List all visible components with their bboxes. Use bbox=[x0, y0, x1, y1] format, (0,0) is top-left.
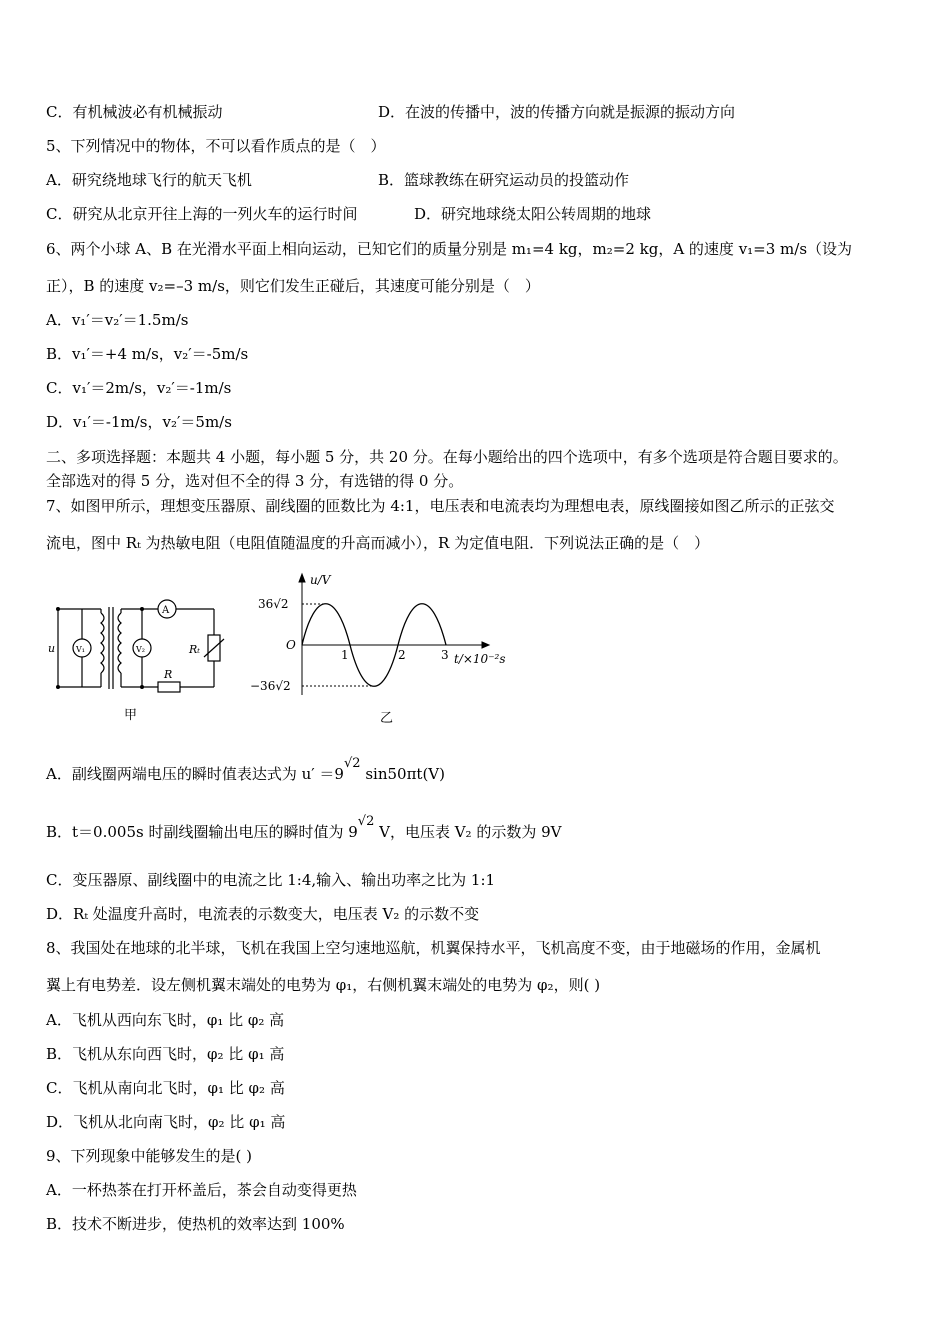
sine-graph bbox=[250, 570, 530, 730]
x-tick-3: 3 bbox=[441, 648, 449, 662]
x-axis-label: t/×10⁻²s bbox=[454, 652, 506, 666]
section2-intro-1: 二、多项选择题：本题共 4 小题，每小题 5 分，共 20 分。在每小题给出的四个选项中，有多个选项是符合题目要求的。 bbox=[46, 448, 848, 466]
u-label: u bbox=[48, 642, 56, 655]
q4-option-d: D．在波的传播中，波的传播方向就是振源的振动方向 bbox=[378, 103, 736, 121]
q9-stem: 9、下列现象中能够发生的是( ) bbox=[46, 1147, 253, 1165]
q7-stem-1: 7、如图甲所示，理想变压器原、副线圈的匝数比为 4:1，电压表和电流表均为理想电表，原线圈接如图乙所示的正弦交 bbox=[46, 497, 835, 515]
q4-option-c: C．有机械波必有机械振动 bbox=[46, 103, 223, 121]
q8-stem-1: 8、我国处在地球的北半球，飞机在我国上空匀速地巡航，机翼保持水平，飞机高度不变，由于地磁场的作用，金属机 bbox=[46, 939, 821, 957]
q5-option-b: B．篮球教练在研究运动员的投篮动作 bbox=[378, 171, 630, 189]
sqrt-icon: √2 bbox=[357, 814, 375, 829]
y-bottom-label: −36√2 bbox=[250, 679, 291, 693]
q8-stem-2: 翼上有电势差．设左侧机翼末端处的电势为 φ₁，右侧机翼末端处的电势为 φ₂，则( ) bbox=[46, 976, 601, 994]
ammeter-label: A bbox=[162, 605, 170, 616]
q6-option-b: B．v₁′＝+4 m/s，v₂′＝-5m/s bbox=[46, 345, 249, 363]
v1-label: V₁ bbox=[76, 645, 85, 654]
q6-stem-1: 6、两个小球 A、B 在光滑水平面上相向运动，已知它们的质量分别是 m₁=4 kg，m₂=2 kg，A 的速度 v₁=3 m/s（设为 bbox=[46, 240, 853, 258]
q7-option-c: C．变压器原、副线圈中的电流之比 1:4,输入、输出功率之比为 1:1 bbox=[46, 871, 496, 889]
q7-option-b-pre: B．t＝0.005s 时副线圈输出电压的瞬时值为 9 bbox=[46, 823, 358, 841]
r-label: R bbox=[164, 668, 173, 681]
q9-option-a: A．一杯热茶在打开杯盖后，茶会自动变得更热 bbox=[46, 1181, 357, 1199]
q7-option-a-post: sin50πt(V) bbox=[365, 765, 445, 783]
q7-option-a bbox=[46, 756, 445, 786]
q8-option-c: C．飞机从南向北飞时，φ₁ 比 φ₂ 高 bbox=[46, 1079, 285, 1097]
circuit-figure bbox=[46, 595, 236, 725]
q7-stem-2: 流电，图中 Rₜ 为热敏电阻（电阻值随温度的升高而减小），R 为定值电阻．下列说法正确的是（ ） bbox=[46, 534, 710, 552]
y-axis-label: u/V bbox=[310, 573, 331, 587]
q5-option-d: D．研究地球绕太阳公转周期的地球 bbox=[414, 205, 652, 223]
q8-option-d: D．飞机从北向南飞时，φ₂ 比 φ₁ 高 bbox=[46, 1113, 286, 1131]
x-tick-2: 2 bbox=[398, 648, 406, 662]
q6-stem-2: 正），B 的速度 v₂=–3 m/s，则它们发生正碰后，其速度可能分别是（ ） bbox=[46, 277, 540, 295]
sqrt-icon: √2 bbox=[343, 756, 361, 771]
q8-option-a: A．飞机从西向东飞时，φ₁ 比 φ₂ 高 bbox=[46, 1011, 285, 1029]
q7-option-b bbox=[46, 814, 562, 844]
figure-caption-right: 乙 bbox=[380, 711, 394, 726]
figure-caption-left: 甲 bbox=[124, 708, 138, 723]
rt-label: Rₜ bbox=[189, 643, 200, 656]
y-top-label: 36√2 bbox=[258, 597, 289, 611]
q6-option-c: C．v₁′＝2m/s，v₂′＝-1m/s bbox=[46, 379, 232, 397]
section2-intro-2: 全部选对的得 5 分，选对但不全的得 3 分，有选错的得 0 分。 bbox=[46, 472, 464, 490]
q7-option-a-pre: A．副线圈两端电压的瞬时值表达式为 u′ ＝9 bbox=[46, 765, 344, 783]
q7-option-d: D．Rₜ 处温度升高时，电流表的示数变大，电压表 V₂ 的示数不变 bbox=[46, 905, 480, 923]
x-tick-1: 1 bbox=[341, 648, 349, 662]
v2-label: V₂ bbox=[136, 645, 145, 654]
q5-option-c: C．研究从北京开往上海的一列火车的运行时间 bbox=[46, 205, 358, 223]
q8-option-b: B．飞机从东向西飞时，φ₂ 比 φ₁ 高 bbox=[46, 1045, 285, 1063]
q5-stem: 5、下列情况中的物体，不可以看作质点的是（ ） bbox=[46, 137, 386, 155]
q6-option-d: D．v₁′＝-1m/s，v₂′＝5m/s bbox=[46, 413, 232, 431]
q9-option-b: B．技术不断进步，使热机的效率达到 100% bbox=[46, 1215, 345, 1233]
origin-label: O bbox=[286, 638, 296, 652]
q7-option-b-post: V，电压表 V₂ 的示数为 9V bbox=[379, 823, 562, 841]
q6-option-a: A．v₁′＝v₂′＝1.5m/s bbox=[46, 311, 189, 329]
q5-option-a: A．研究绕地球飞行的航天飞机 bbox=[46, 171, 252, 189]
